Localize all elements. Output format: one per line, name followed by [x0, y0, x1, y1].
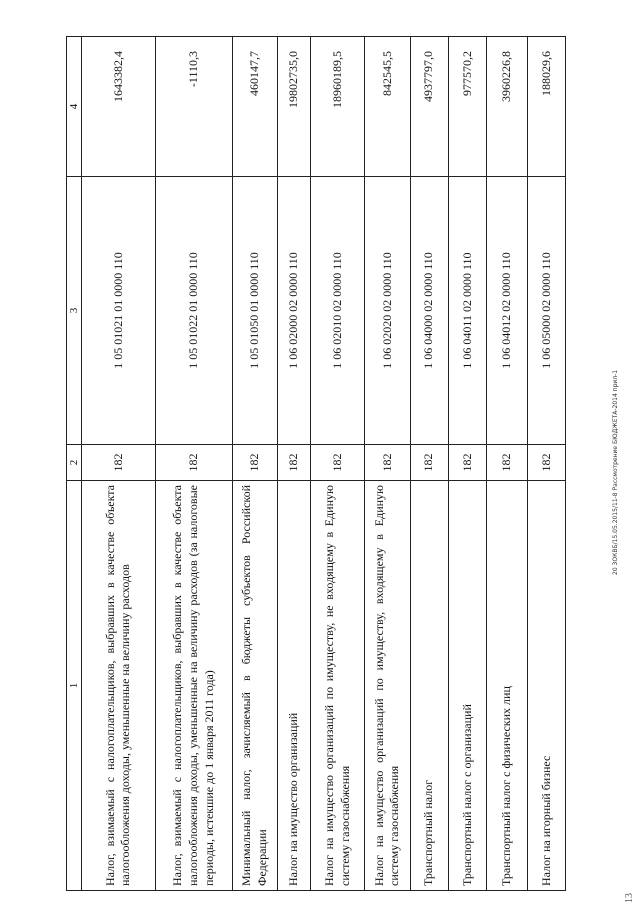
amount: 188029,6: [527, 37, 565, 177]
amount: 977570,2: [448, 37, 486, 177]
tax-name: Транспортный налог: [410, 481, 448, 891]
header-col-3: 3: [67, 177, 82, 445]
header-col-4: 4: [67, 37, 82, 177]
budget-classification-code: 1 06 04000 02 0000 110: [410, 177, 448, 445]
table-row: [448, 37, 486, 891]
amount: 1643382,4: [81, 37, 155, 177]
admin-code: 182: [527, 445, 565, 481]
amount: -1110,3: [155, 37, 232, 177]
tax-name: Минимальный налог, зачисляемый в бюджеты субъектов Российской Федерации: [232, 481, 277, 891]
budget-classification-code: 1 05 01022 01 0000 110: [155, 177, 232, 445]
budget-classification-code: 1 05 01021 01 0000 110: [81, 177, 155, 445]
budget-classification-code: 1 06 04012 02 0000 110: [487, 177, 528, 445]
budget-revenue-table: [66, 36, 566, 891]
header-col-2: 2: [67, 445, 82, 481]
budget-classification-code: 1 06 05000 02 0000 110: [527, 177, 565, 445]
admin-code: 182: [448, 445, 486, 481]
admin-code: 182: [365, 445, 410, 481]
amount: 842545,5: [365, 37, 410, 177]
table-header-row: [67, 37, 82, 891]
table-row: [232, 37, 277, 891]
table-row: [365, 37, 410, 891]
table-row: [311, 37, 365, 891]
budget-classification-code: 1 06 02000 02 0000 110: [277, 177, 311, 445]
page-number: 13: [624, 893, 635, 903]
table-row: [527, 37, 565, 891]
tax-name: Налог на имущество организаций: [277, 481, 311, 891]
tax-name: Налог на имущество организаций по имуществу, не входящему в Единую систему газоснабжения: [311, 481, 365, 891]
tax-name: Налог, взимаемый с налогоплательщиков, выбравших в качестве объекта налогообложения доходы, уменьшенные на величину расходов: [81, 481, 155, 891]
admin-code: 182: [155, 445, 232, 481]
admin-code: 182: [410, 445, 448, 481]
amount: 19802735,0: [277, 37, 311, 177]
admin-code: 182: [81, 445, 155, 481]
amount: 4937797,0: [410, 37, 448, 177]
tax-name: Транспортный налог с организаций: [448, 481, 486, 891]
admin-code: 182: [232, 445, 277, 481]
admin-code: 182: [277, 445, 311, 481]
table-row: [277, 37, 311, 891]
amount: 3960226,8: [487, 37, 528, 177]
table-row: [410, 37, 448, 891]
tax-name: Транспортный налог с физических лиц: [487, 481, 528, 891]
table-row: [81, 37, 155, 891]
budget-classification-code: 1 06 02010 02 0000 110: [311, 177, 365, 445]
budget-classification-code: 1 06 02020 02 0000 110: [365, 177, 410, 445]
amount: 460147,7: [232, 37, 277, 177]
table-row: [487, 37, 528, 891]
table-row: [155, 37, 232, 891]
budget-classification-code: 1 06 04011 02 0000 110: [448, 177, 486, 445]
tax-name: Налог на имущество организаций по имуществу, входящему в Единую систему газоснабжения: [365, 481, 410, 891]
tax-name: Налог, взимаемый с налогоплательщиков, выбравших в качестве объекта налогообложения доходы, уменьшенные на величину расходов (за налоговые периоды, истекшие до 1 января 2011 года): [155, 481, 232, 891]
budget-classification-code: 1 05 01050 01 0000 110: [232, 177, 277, 445]
admin-code: 182: [311, 445, 365, 481]
tax-name: Налог на игорный бизнес: [527, 481, 565, 891]
document-footer: 20 ЗОКВБ/15.05.2015/11-8 Рассмотрение БЮДЖЕТА-2014 прил-1: [612, 369, 619, 575]
header-col-1: 1: [67, 481, 82, 891]
admin-code: 182: [487, 445, 528, 481]
amount: 18960189,5: [311, 37, 365, 177]
